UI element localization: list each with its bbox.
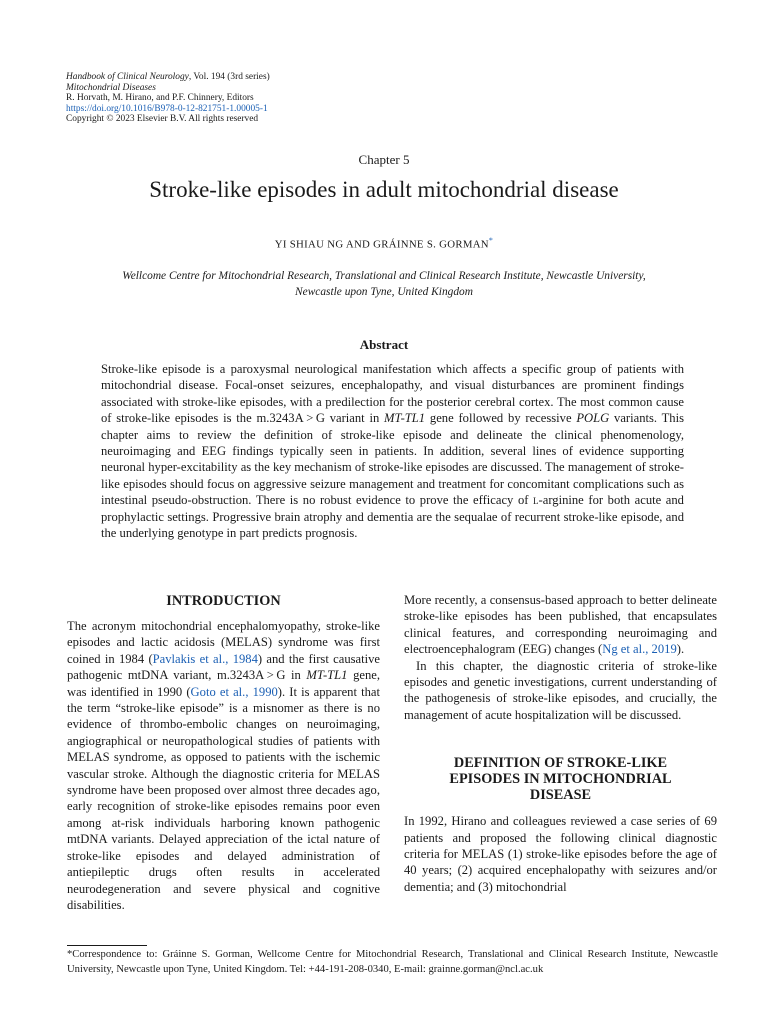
authors — [0, 236, 768, 251]
abstract-text-1: Stroke-like episode is a paroxysmal neurological manifestation which affects a specific group of patients with mitochondrial disease. Focal-onset seizures, encephalopathy, and visual disturbances are prominent findings associated with stroke-like episodes, with a predilection for the posterior cerebral cortex. The most common cause of stroke-like episodes is the m.3243A > G variant in — [101, 362, 684, 426]
citation-ng[interactable]: Ng et al., 2019 — [602, 642, 677, 657]
intro-text-1: The acronym mitochondrial encephalomyopathy, stroke-like episodes and lactic acidosis (MELAS) syndrome was first coined in 1984 ( — [67, 619, 380, 666]
introduction-paragraph — [67, 618, 380, 913]
abstract-text-4: -arginine for both acute and prophylactic settings. Progressive brain atrophy and dementia are the sequalae of recurrent stroke-like episode, and the underlying genotype in part predicts prognosis. — [101, 493, 684, 541]
affiliation-line-2: Newcastle upon Tyne, United Kingdom — [295, 286, 473, 298]
right-paragraph-1 — [404, 592, 717, 658]
right-column — [404, 592, 717, 895]
affiliation — [90, 268, 678, 300]
definition-heading-line-1: DEFINITION OF STROKE-LIKE — [453, 755, 668, 772]
abstract-heading: Abstract — [359, 337, 409, 352]
abstract-l-prefix: l — [533, 493, 539, 508]
copyright: Copyright © 2023 Elsevier B.V. All rights reserved — [66, 114, 259, 125]
chapter-label: Chapter 5 — [358, 152, 410, 167]
doi-link[interactable]: https://doi.org/10.1016/B978-0-12-821751-1.00005-1 — [66, 103, 268, 114]
intro-text-3: gene, was identified in 1990 ( — [67, 668, 380, 699]
definition-heading-line-2: EPISODES IN MITOCHONDRIAL — [449, 771, 672, 788]
intro-text-2: ) and the first causative pathogenic mtDNA variant, m.3243A > G in — [67, 651, 380, 683]
right-paragraph-2: In this chapter, the diagnostic criteria of stroke-like episodes and genetic investigations, current understanding of the pathogenesis of stroke-like episodes, and crucially, the management of acute hospitalization will be discussed. — [404, 658, 717, 722]
editors: R. Horvath, M. Hirano, and P.F. Chinnery, Editors — [66, 93, 254, 104]
volume-title: Mitochondrial Diseases — [66, 82, 156, 93]
left-column — [67, 592, 380, 913]
correspondence-mark[interactable]: * — [488, 236, 494, 245]
intro-gene: MT-TL1 — [306, 668, 348, 683]
citation-goto[interactable]: Goto et al., 1990 — [190, 684, 278, 699]
abstract-text-2: gene followed by recessive — [425, 411, 577, 426]
publication-metadata — [66, 72, 270, 125]
definition-paragraph: In 1992, Hirano and colleagues reviewed a case series of 69 patients and proposed the following clinical diagnostic criteria for MELAS (1) stroke-like episodes before the age of 40 years; (2) acquired encephalopathy with seizures and/or dementia; and (3) mitochondrial — [404, 814, 717, 894]
introduction-heading: INTRODUCTION — [166, 593, 281, 609]
abstract-gene-2: POLG — [576, 411, 610, 426]
abstract-body — [101, 361, 684, 541]
abstract-text-3: variants. This chapter aims to review the definition of stroke-like episode and delineate the clinical phenomenology, neuroimaging and EEG findings typically seen in patients. In addition, several lines of evidence supporting neuronal hyper-excitability as the key mechanism of stroke-like episodes are discussed. The management of stroke-like episodes should focus on aggressive seizure management and treatment for concomitant complications such as intestinal pseudo-obstruction. There is no robust evidence to prove the efficacy of — [101, 411, 684, 508]
affiliation-line-1: Wellcome Centre for Mitochondrial Research, Translational and Clinical Research Institute, Newcastle University, — [122, 270, 646, 282]
correspondence-footnote: *Correspondence to: Gráinne S. Gorman, Wellcome Centre for Mitochondrial Research, Translational and Clinical Research Institute, Newcastle University, Newcastle upon Tyne, United Kingdom. Tel: +44-191-208-0340, E-mail: grainne.gorman@ncl.ac.uk — [67, 949, 718, 975]
citation-pavlakis[interactable]: Pavlakis et al., 1984 — [152, 651, 258, 666]
definition-heading-line-3: DISEASE — [529, 787, 592, 804]
intro-text-4: ). It is apparent that the term “stroke-like episode” is a misnomer as there is no evidence of thrombo-embolic changes on neuroimaging, angiographical or neuropathological studies of patients with MELAS syndrome, as opposed to patients with the ischemic vascular stroke. Although the diagnostic criteria for MELAS syndrome have been proposed over almost three decades ago, early recognition of stroke-like episodes remains poor even among at-risk individuals harboring known pathogenic mtDNA variants. Delayed appreciation of the ictal nature of stroke-like episodes and delayed administration of antiepileptic drugs often results in accelerated neurodegeneration and severe physical and cognitive disabilities. — [67, 684, 380, 912]
volume-info: , Vol. 194 (3rd series) — [188, 72, 270, 82]
series-title: Handbook of Clinical Neurology — [66, 72, 189, 82]
right-text-1b: ). — [676, 642, 685, 657]
abstract-gene-1: MT-TL1 — [384, 411, 426, 426]
right-text-1a: More recently, a consensus-based approach to better delineate stroke-like episodes has been published, that encapsulates clinical features, and corresponding neuroimaging and electroencephalogram (EEG) changes ( — [404, 593, 717, 657]
author-names: YI SHIAU NG AND GRÁINNE S. GORMAN — [274, 238, 489, 251]
footnote-divider — [67, 945, 147, 946]
chapter-title: Stroke-like episodes in adult mitochondrial disease — [149, 177, 619, 202]
definition-heading — [404, 755, 717, 803]
